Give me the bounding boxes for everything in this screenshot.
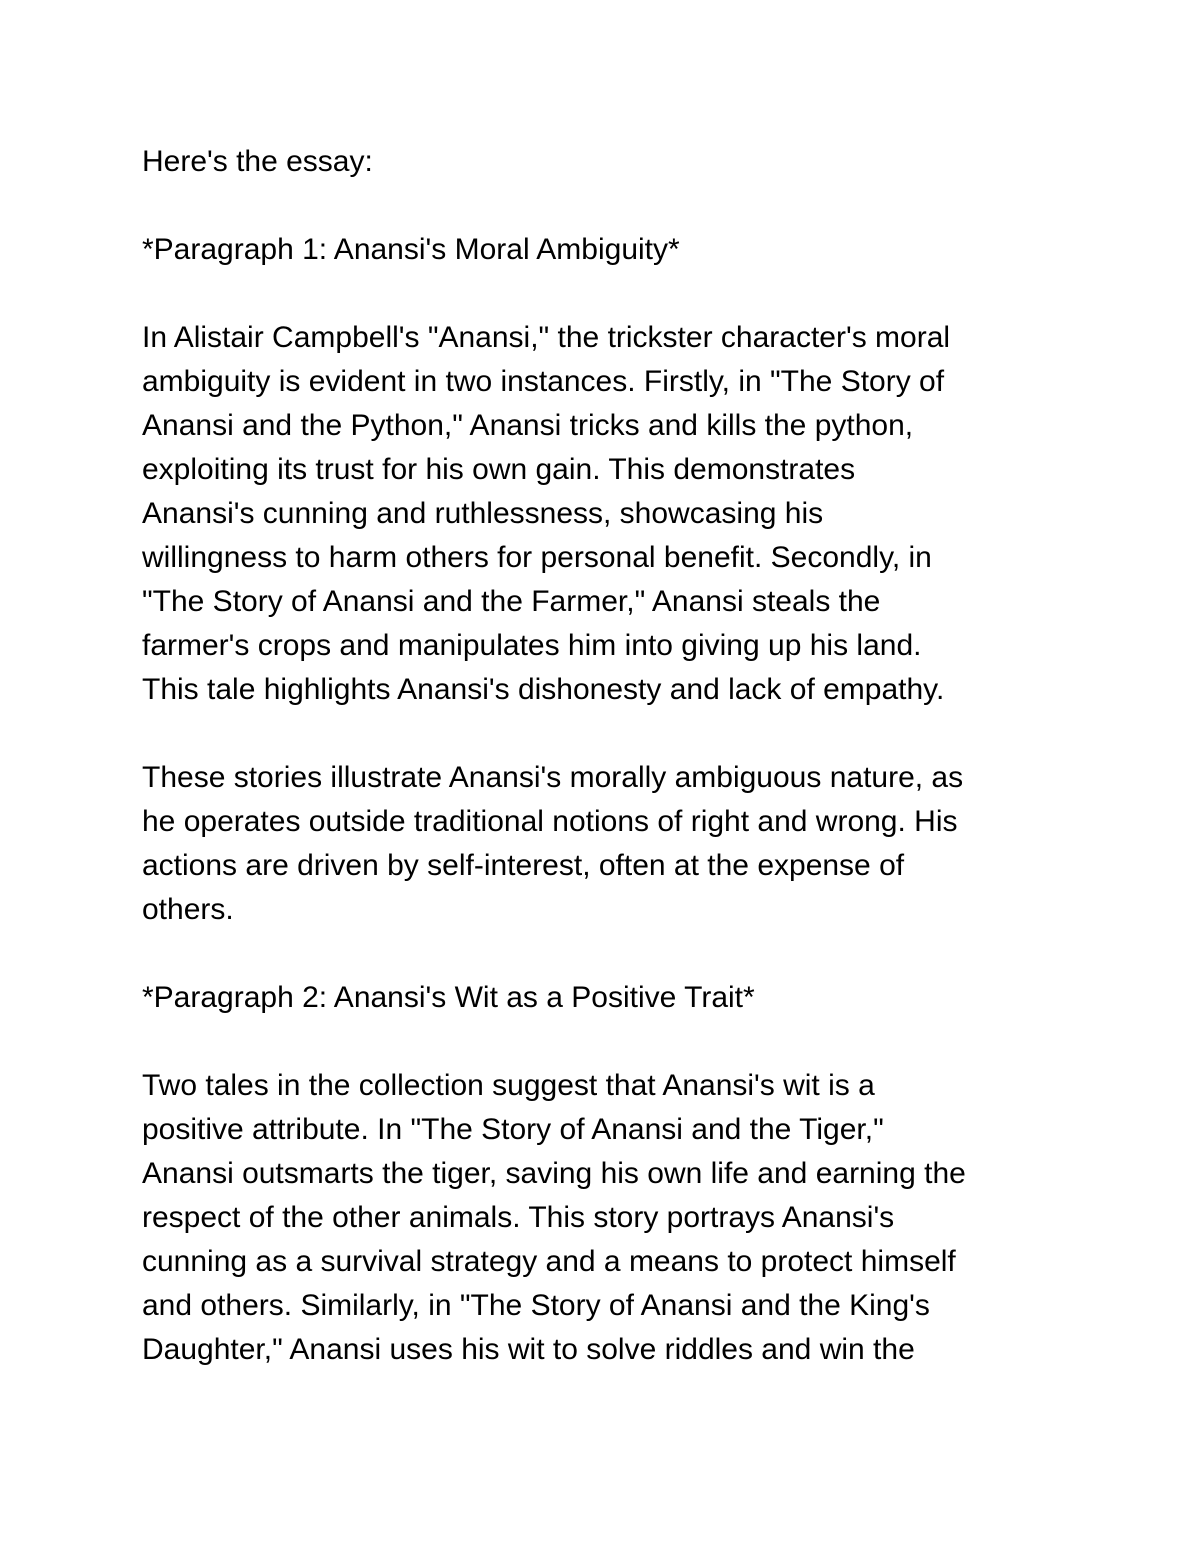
text-line: Daughter," Anansi uses his wit to solve riddles and win the — [142, 1333, 915, 1366]
text-line: ambiguity is evident in two instances. Firstly, in "The Story of — [142, 365, 945, 398]
text-line: Two tales in the collection suggest that Anansi's wit is a — [142, 1069, 875, 1102]
text-line: actions are driven by self-interest, often at the expense of — [142, 849, 905, 882]
paragraph-2-heading: *Paragraph 2: Anansi's Wit as a Positive Trait* — [142, 981, 755, 1014]
text-line: "The Story of Anansi and the Farmer," Anansi steals the — [142, 585, 881, 618]
text-line: Anansi outsmarts the tiger, saving his own life and earning the — [142, 1157, 966, 1190]
text-line: exploiting its trust for his own gain. This demonstrates — [142, 453, 856, 486]
text-line: others. — [142, 893, 234, 926]
blank-line — [142, 1020, 1082, 1064]
paragraph-1-heading: *Paragraph 1: Anansi's Moral Ambiguity* — [142, 233, 680, 266]
text-line: farmer's crops and manipulates him into giving up his land. — [142, 629, 922, 662]
text-line: he operates outside traditional notions of right and wrong. His — [142, 805, 958, 838]
text-line: positive attribute. In "The Story of Anansi and the Tiger," — [142, 1113, 884, 1146]
text-line: willingness to harm others for personal benefit. Secondly, in — [142, 541, 932, 574]
blank-line — [142, 932, 1082, 976]
blank-line — [142, 272, 1082, 316]
document-body — [142, 140, 1082, 1372]
text-line: This tale highlights Anansi's dishonesty and lack of empathy. — [142, 673, 945, 706]
text-line: respect of the other animals. This story portrays Anansi's — [142, 1201, 895, 1234]
text-line: In Alistair Campbell's "Anansi," the trickster character's moral — [142, 321, 951, 354]
blank-line — [142, 712, 1082, 756]
text-line: cunning as a survival strategy and a means to protect himself — [142, 1245, 956, 1278]
paragraph-1-follow-up — [142, 756, 1082, 932]
text-line: and others. Similarly, in "The Story of Anansi and the King's — [142, 1289, 930, 1322]
blank-line — [142, 184, 1082, 228]
intro-line: Here's the essay: — [142, 145, 373, 178]
paragraph-2-body — [142, 1064, 1082, 1372]
text-line: Anansi and the Python," Anansi tricks and kills the python, — [142, 409, 914, 442]
text-line: Anansi's cunning and ruthlessness, showcasing his — [142, 497, 824, 530]
text-line: These stories illustrate Anansi's morally ambiguous nature, as — [142, 761, 964, 794]
paragraph-1-body — [142, 316, 1082, 712]
